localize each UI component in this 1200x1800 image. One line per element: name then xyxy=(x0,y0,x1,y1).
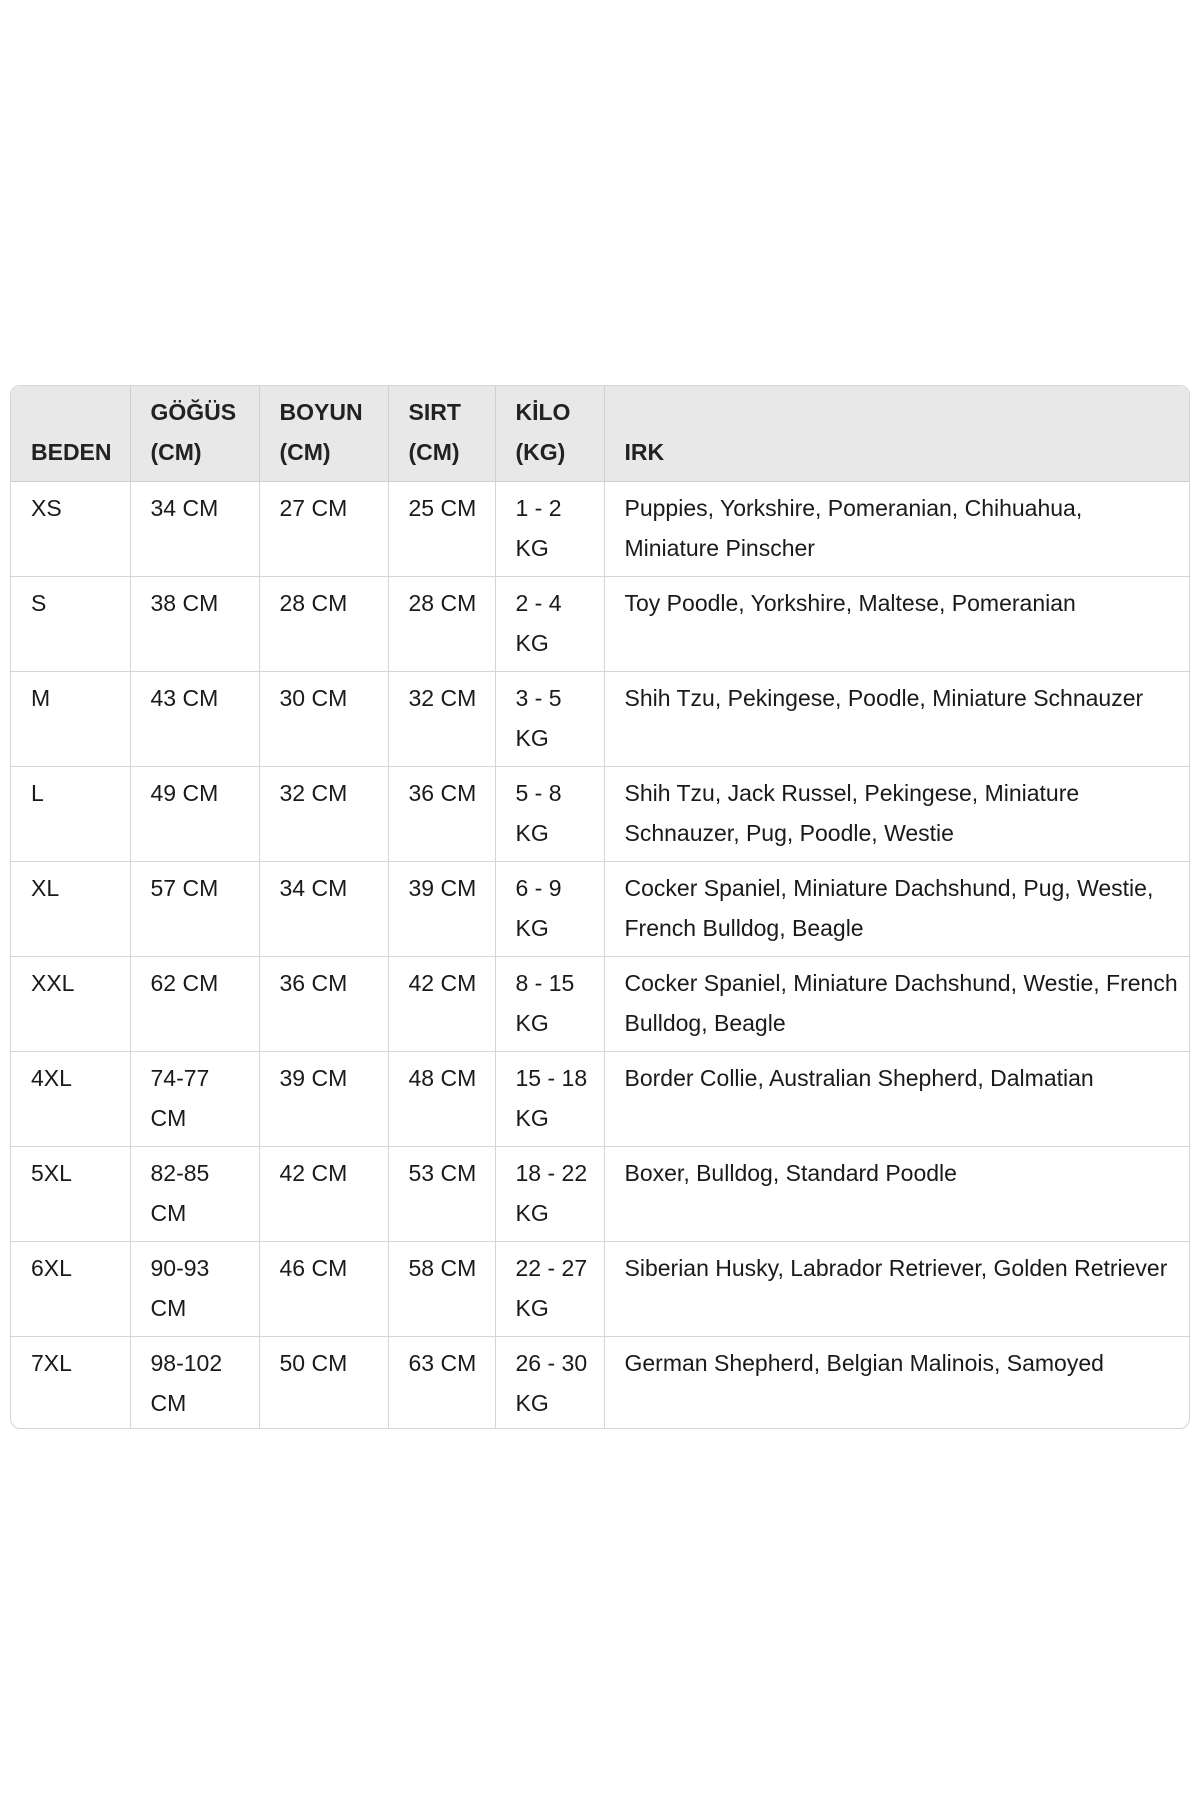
header-line: BOYUN xyxy=(279,399,363,425)
cell-gogus: 57 CM xyxy=(130,862,259,957)
cell-beden: 5XL xyxy=(11,1147,130,1242)
size-chart-table xyxy=(11,386,1189,1429)
cell-gogus: 38 CM xyxy=(130,577,259,672)
cell-irk: Toy Poodle, Yorkshire, Maltese, Pomeranian xyxy=(604,577,1189,672)
cell-kilo: 6 - 9 KG xyxy=(495,862,604,957)
table-body xyxy=(11,482,1189,1430)
cell-kilo: 3 - 5 KG xyxy=(495,672,604,767)
cell-gogus: 49 CM xyxy=(130,767,259,862)
table-row-7xl xyxy=(11,1337,1189,1430)
header-boyun xyxy=(259,386,388,482)
cell-beden: L xyxy=(11,767,130,862)
header-line: SIRT xyxy=(408,399,461,425)
cell-gogus: 74-77 CM xyxy=(130,1052,259,1147)
table-header xyxy=(11,386,1189,482)
header-line: GÖĞÜS xyxy=(150,399,237,425)
cell-kilo: 8 - 15 KG xyxy=(495,957,604,1052)
cell-irk: Siberian Husky, Labrador Retriever, Golden Retriever xyxy=(604,1242,1189,1337)
cell-sirt: 42 CM xyxy=(388,957,495,1052)
header-line: IRK xyxy=(624,439,665,465)
cell-gogus: 98-102 CM xyxy=(130,1337,259,1430)
cell-irk: Shih Tzu, Jack Russel, Pekingese, Miniature Schnauzer, Pug, Poodle, Westie xyxy=(604,767,1189,862)
cell-beden: XS xyxy=(11,482,130,577)
cell-beden: 7XL xyxy=(11,1337,130,1430)
header-sirt xyxy=(388,386,495,482)
header-line: BEDEN xyxy=(31,439,112,465)
cell-boyun: 50 CM xyxy=(259,1337,388,1430)
header-line: KİLO xyxy=(515,399,571,425)
cell-boyun: 28 CM xyxy=(259,577,388,672)
header-beden xyxy=(11,386,130,482)
cell-gogus: 62 CM xyxy=(130,957,259,1052)
cell-irk: Boxer, Bulldog, Standard Poodle xyxy=(604,1147,1189,1242)
cell-boyun: 32 CM xyxy=(259,767,388,862)
table-row-6xl xyxy=(11,1242,1189,1337)
table-row-5xl xyxy=(11,1147,1189,1242)
cell-boyun: 34 CM xyxy=(259,862,388,957)
cell-boyun: 46 CM xyxy=(259,1242,388,1337)
cell-irk: Border Collie, Australian Shepherd, Dalmatian xyxy=(604,1052,1189,1147)
cell-beden: XXL xyxy=(11,957,130,1052)
cell-sirt: 28 CM xyxy=(388,577,495,672)
cell-sirt: 36 CM xyxy=(388,767,495,862)
cell-sirt: 39 CM xyxy=(388,862,495,957)
cell-beden: M xyxy=(11,672,130,767)
header-irk xyxy=(604,386,1189,482)
size-chart-table-container xyxy=(10,385,1190,1429)
header-kilo xyxy=(495,386,604,482)
cell-kilo: 26 - 30 KG xyxy=(495,1337,604,1430)
cell-irk: Shih Tzu, Pekingese, Poodle, Miniature Schnauzer xyxy=(604,672,1189,767)
table-row-4xl xyxy=(11,1052,1189,1147)
cell-sirt: 53 CM xyxy=(388,1147,495,1242)
cell-kilo: 18 - 22 KG xyxy=(495,1147,604,1242)
cell-gogus: 34 CM xyxy=(130,482,259,577)
cell-boyun: 36 CM xyxy=(259,957,388,1052)
cell-sirt: 58 CM xyxy=(388,1242,495,1337)
cell-boyun: 27 CM xyxy=(259,482,388,577)
cell-gogus: 90-93 CM xyxy=(130,1242,259,1337)
cell-sirt: 63 CM xyxy=(388,1337,495,1430)
cell-boyun: 42 CM xyxy=(259,1147,388,1242)
cell-sirt: 25 CM xyxy=(388,482,495,577)
cell-beden: 6XL xyxy=(11,1242,130,1337)
header-line: (KG) xyxy=(515,439,566,465)
header-row xyxy=(11,386,1189,482)
table-row-xs xyxy=(11,482,1189,577)
cell-irk: Cocker Spaniel, Miniature Dachshund, Westie, French Bulldog, Beagle xyxy=(604,957,1189,1052)
cell-sirt: 48 CM xyxy=(388,1052,495,1147)
table-row-m xyxy=(11,672,1189,767)
cell-kilo: 2 - 4 KG xyxy=(495,577,604,672)
cell-boyun: 30 CM xyxy=(259,672,388,767)
table-row-xl xyxy=(11,862,1189,957)
cell-gogus: 43 CM xyxy=(130,672,259,767)
cell-gogus: 82-85 CM xyxy=(130,1147,259,1242)
table-row-xxl xyxy=(11,957,1189,1052)
cell-beden: XL xyxy=(11,862,130,957)
cell-irk: German Shepherd, Belgian Malinois, Samoyed xyxy=(624,1350,1104,1376)
cell-irk: Puppies, Yorkshire, Pomeranian, Chihuahua, Miniature Pinscher xyxy=(604,482,1189,577)
table-row-l xyxy=(11,767,1189,862)
cell-kilo: 5 - 8 KG xyxy=(495,767,604,862)
cell-boyun: 39 CM xyxy=(259,1052,388,1147)
table-row-s xyxy=(11,577,1189,672)
cell-sirt: 32 CM xyxy=(388,672,495,767)
header-line: (CM) xyxy=(408,439,460,465)
cell-kilo: 15 - 18 KG xyxy=(495,1052,604,1147)
cell-kilo: 1 - 2 KG xyxy=(495,482,604,577)
cell-beden: 4XL xyxy=(11,1052,130,1147)
cell-irk: Cocker Spaniel, Miniature Dachshund, Pug, Westie, French Bulldog, Beagle xyxy=(604,862,1189,957)
header-gogus xyxy=(130,386,259,482)
cell-beden: S xyxy=(11,577,130,672)
cell-kilo: 22 - 27 KG xyxy=(495,1242,604,1337)
header-line: (CM) xyxy=(279,439,331,465)
header-line: (CM) xyxy=(150,439,202,465)
